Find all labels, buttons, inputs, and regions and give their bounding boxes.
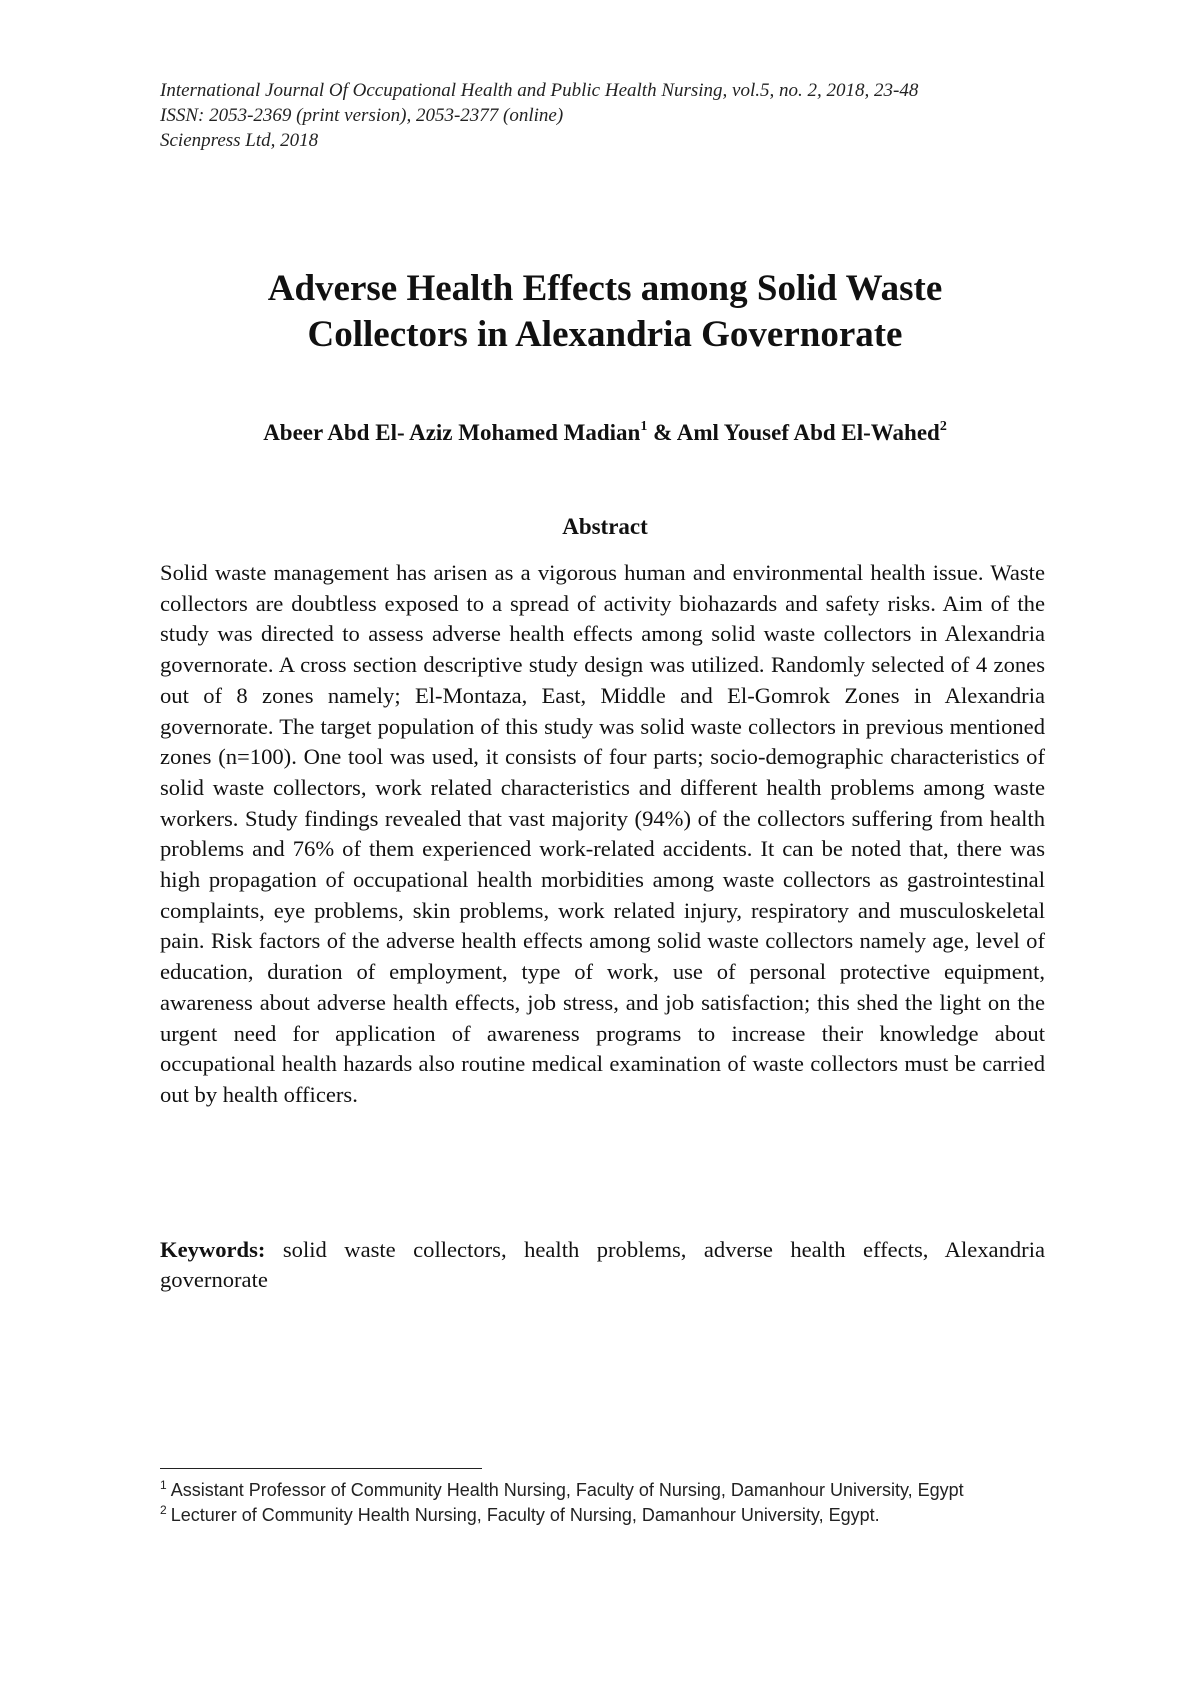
footnote-2-mark: 2 bbox=[160, 1503, 167, 1517]
paper-title bbox=[160, 266, 1050, 358]
footnote-1 bbox=[160, 1478, 1045, 1503]
author-2-name: Aml Yousef Abd El-Wahed bbox=[676, 420, 940, 445]
journal-publisher: Scienpress Ltd, 2018 bbox=[160, 130, 319, 151]
footnote-2 bbox=[160, 1503, 1045, 1528]
author-1-name: Abeer Abd El- Aziz Mohamed Madian bbox=[263, 420, 641, 445]
keywords-text: solid waste collectors, health problems, adverse health effects, Alexandria governorate bbox=[160, 1237, 1045, 1292]
author-separator: & bbox=[647, 420, 677, 445]
author-list bbox=[160, 418, 1050, 448]
journal-issn: ISSN: 2053-2369 (print version), 2053-2377 (online) bbox=[160, 105, 564, 126]
paper-title-line-2: Collectors in Alexandria Governorate bbox=[307, 314, 903, 355]
footnotes bbox=[160, 1478, 1045, 1528]
keywords-paragraph bbox=[160, 1235, 1045, 1295]
paper-title-line-1: Adverse Health Effects among Solid Waste bbox=[267, 268, 943, 309]
journal-citation: International Journal Of Occupational Health and Public Health Nursing, vol.5, no. 2, 2018, 23-48 bbox=[160, 80, 919, 101]
author-1-affiliation-mark: 1 bbox=[640, 419, 648, 434]
footnote-2-text: Lecturer of Community Health Nursing, Faculty of Nursing, Damanhour University, Egypt. bbox=[170, 1505, 880, 1525]
keywords-label: Keywords: bbox=[160, 1237, 266, 1262]
author-2-affiliation-mark: 2 bbox=[939, 419, 947, 434]
abstract-heading: Abstract bbox=[562, 514, 648, 539]
footnote-1-text: Assistant Professor of Community Health Nursing, Faculty of Nursing, Damanhour University, Egypt bbox=[170, 1480, 964, 1500]
footnote-divider bbox=[160, 1468, 482, 1469]
abstract-body: Solid waste management has arisen as a vigorous human and environmental health issue. Waste collectors are doubtless exposed to a spread of activity biohazards and safety risks. Aim of the study was directed to assess adverse health effects among solid waste collectors in Alexandria governorate. A cross section descriptive study design was utilized. Randomly selected of 4 zones out of 8 zones namely; El-Montaza, East, Middle and El-Gomrok Zones in Alexandria governorate. The target population of this study was solid waste collectors in previous mentioned zones (n=100). One tool was used, it consists of four parts; socio-demographic characteristics of solid waste collectors, work related characteristics and different health problems among waste workers. Study findings revealed that vast majority (94%) of the collectors suffering from health problems and 76% of them experienced work-related accidents. It can be noted that, there was high propagation of occupational health morbidities among waste collectors as gastrointestinal complaints, eye problems, skin problems, work related injury, respiratory and musculoskeletal pain. Risk factors of the adverse health effects among solid waste collectors namely age, level of education, duration of employment, type of work, use of personal protective equipment, awareness about adverse health effects, job stress, and job satisfaction; this shed the light on the urgent need for application of awareness programs to increase their knowledge about occupational health hazards also routine medical examination of waste collectors must be carried out by health officers. bbox=[160, 560, 1045, 1107]
footnote-1-mark: 1 bbox=[160, 1478, 167, 1492]
journal-header bbox=[160, 78, 1060, 153]
